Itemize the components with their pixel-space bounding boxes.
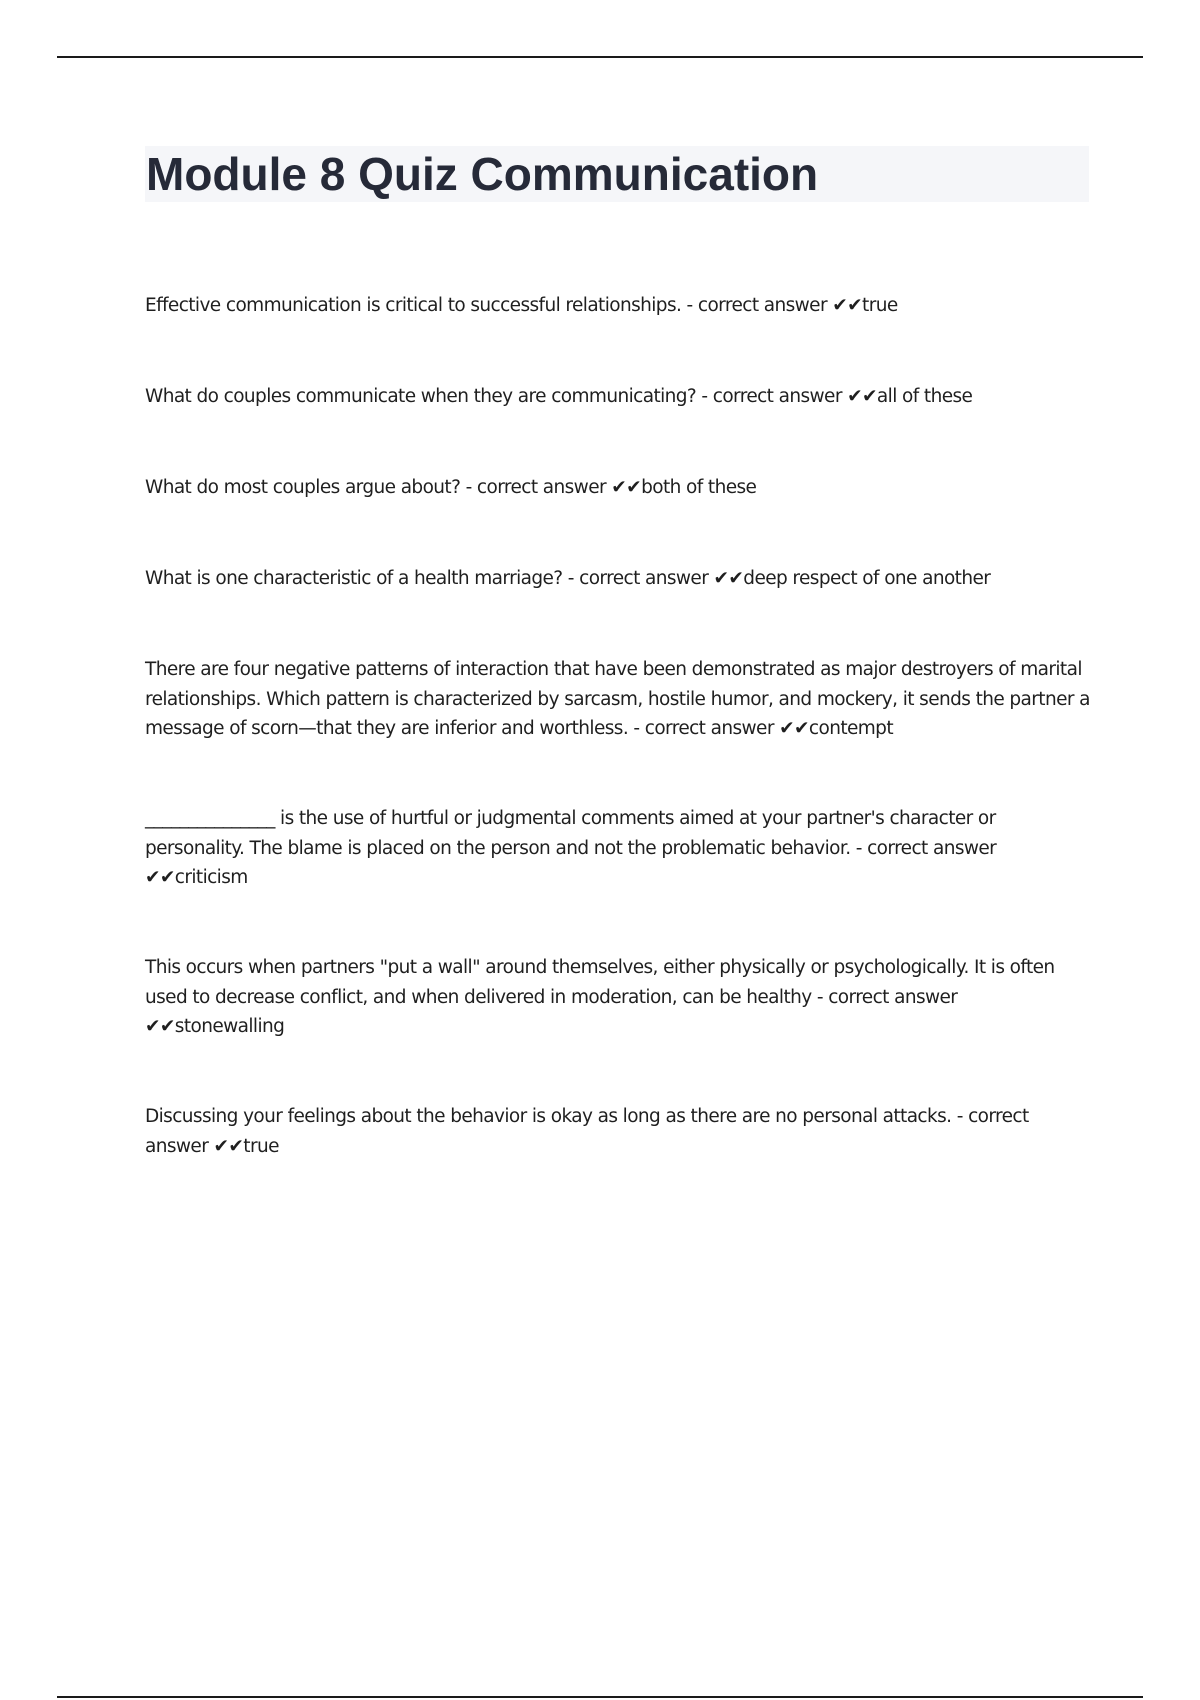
top-rule <box>57 56 1143 58</box>
qa-item-8: Discussing your feelings about the behavior is okay as long as there are no personal attacks. - correct answer ✔✔true <box>145 1106 1029 1157</box>
bottom-rule <box>57 1696 1143 1698</box>
qa-item-4: What is one characteristic of a health marriage? - correct answer ✔✔deep respect of one another <box>145 568 991 589</box>
qa-item-2: What do couples communicate when they are communicating? - correct answer ✔✔all of these <box>145 386 973 407</box>
document-title: Module 8 Quiz Communication <box>146 148 819 200</box>
qa-item-1: Effective communication is critical to successful relationships. - correct answer ✔✔true <box>145 295 898 316</box>
qa-item-7: This occurs when partners "put a wall" around themselves, either physically or psychologically. It is often used to decrease conflict, and when delivered in moderation, can be healthy - correct answer ✔✔stonewalling <box>145 957 1055 1037</box>
qa-item-5: There are four negative patterns of interaction that have been demonstrated as major destroyers of marital relationships. Which pattern is characterized by sarcasm, hostile humor, and mockery, it sends the partner a message of scorn—that they are inferior and worthless. - correct answer ✔✔contempt <box>145 659 1090 739</box>
qa-item-3: What do most couples argue about? - correct answer ✔✔both of these <box>145 477 757 498</box>
qa-item-6: _______________ is the use of hurtful or judgmental comments aimed at your partner's character or personality. The blame is placed on the person and not the problematic behavior. - correct answer ✔✔criticism <box>145 808 997 888</box>
